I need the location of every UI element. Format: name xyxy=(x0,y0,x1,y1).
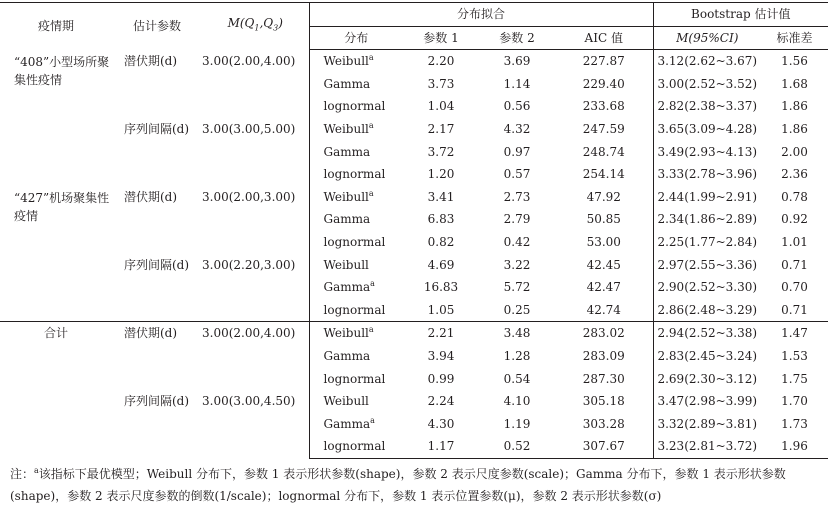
sd-value: 0.92 xyxy=(781,212,808,227)
footnote-lead: 注： xyxy=(10,467,35,481)
param-median: 3.00(2.00,4.00) xyxy=(202,53,296,68)
sd-value: 1.53 xyxy=(781,348,808,363)
table-row xyxy=(0,254,828,277)
param2-value: 3.48 xyxy=(479,322,555,345)
aic-value: 227.87 xyxy=(582,54,625,69)
dist-name: lognormal xyxy=(323,167,386,182)
param-median: 3.00(2.20,3.00) xyxy=(202,257,296,272)
group-name: “427”机场聚集性疫情 xyxy=(14,190,110,223)
dist-cell xyxy=(309,95,403,118)
mci-value: 2.83(2.45~3.24) xyxy=(653,345,761,368)
dist-cell xyxy=(309,186,403,209)
dist-name: lognormal xyxy=(323,302,386,317)
dist-cell xyxy=(309,208,403,231)
param1-value: 1.04 xyxy=(427,99,455,114)
mci-value: 3.00(2.52~3.52) xyxy=(653,73,761,96)
mci-value: 3.33(2.78~3.96) xyxy=(653,163,761,186)
mci-value: 2.86(2.48~3.29) xyxy=(653,299,761,322)
dist-cell xyxy=(309,118,403,141)
param2-value: 0.25 xyxy=(503,302,531,317)
sd-value: 0.71 xyxy=(781,302,808,317)
group-name-cell xyxy=(0,50,112,186)
mci-value: 2.97(2.55~3.36) xyxy=(653,254,761,277)
group-name-cell xyxy=(0,322,112,459)
aic-value: 247.59 xyxy=(582,121,625,136)
dist-name: Weibull xyxy=(323,257,369,272)
header-fit-group: 分布拟合 xyxy=(309,3,653,27)
dist-name: Gamma xyxy=(323,280,371,295)
param2-value: 4.32 xyxy=(503,121,531,136)
aic-value: 283.09 xyxy=(582,348,625,363)
dist-name: Gamma xyxy=(323,212,371,227)
aic-value: 233.68 xyxy=(582,99,625,114)
sd-value: 0.78 xyxy=(781,189,808,204)
sd-value: 2.36 xyxy=(781,167,808,182)
param1-value: 1.17 xyxy=(403,435,479,458)
param-name: 潜伏期(d) xyxy=(124,189,178,204)
dist-cell xyxy=(309,390,403,413)
aic-value: 42.74 xyxy=(586,302,621,317)
header-param: 估计参数 xyxy=(112,3,202,50)
param1-value: 1.05 xyxy=(427,302,455,317)
param2-value: 1.28 xyxy=(503,348,531,363)
aic-value: 307.67 xyxy=(555,435,653,458)
group-name: 合计 xyxy=(43,326,68,341)
dist-cell xyxy=(309,50,403,73)
best-model-mark: a xyxy=(368,325,374,335)
param-median: 3.00(2.00,4.00) xyxy=(202,322,309,390)
aic-value: 50.85 xyxy=(586,212,621,227)
dist-cell xyxy=(309,254,403,277)
group-name: “408”小型场所聚集性疫情 xyxy=(14,54,110,87)
param1-value: 4.30 xyxy=(427,416,455,431)
sd-value: 1.47 xyxy=(761,322,828,345)
dist-cell xyxy=(309,435,403,458)
dist-name: Weibull xyxy=(323,189,369,204)
dist-cell xyxy=(309,231,403,254)
header-param2: 参数 2 xyxy=(479,26,555,50)
mci-value: 2.34(1.86~2.89) xyxy=(653,208,761,231)
header-aic: AIC 值 xyxy=(555,26,653,50)
mci-value: 3.47(2.98~3.99) xyxy=(653,390,761,413)
aic-value: 42.45 xyxy=(586,257,621,272)
param-name: 序列间隔(d) xyxy=(124,121,190,136)
dist-name: lognormal xyxy=(323,234,386,249)
param2-value: 4.10 xyxy=(503,394,531,409)
param-name: 潜伏期(d) xyxy=(112,322,202,390)
best-model-mark: a xyxy=(368,53,374,63)
mci-value: 3.12(2.62~3.67) xyxy=(653,50,761,73)
dist-name: Gamma xyxy=(323,416,371,431)
best-model-mark: a xyxy=(368,120,374,130)
param2-value: 0.54 xyxy=(503,371,531,386)
sd-value: 1.75 xyxy=(781,371,808,386)
mci-value: 2.69(2.30~3.12) xyxy=(653,368,761,391)
dist-name: lognormal xyxy=(323,439,386,454)
dist-cell xyxy=(309,141,403,164)
dist-name: Weibull xyxy=(323,54,369,69)
param2-value: 2.73 xyxy=(503,189,531,204)
dist-cell xyxy=(309,345,403,368)
param2-value: 0.57 xyxy=(503,167,531,182)
mci-value: 3.65(3.09~4.28) xyxy=(653,118,761,141)
dist-cell xyxy=(309,368,403,391)
param1-value: 3.72 xyxy=(427,144,455,159)
sd-value: 1.96 xyxy=(761,435,828,458)
distribution-fit-table xyxy=(0,2,828,459)
dist-name: lognormal xyxy=(323,99,386,114)
header-median: $M(Q_1,Q_3)$ xyxy=(202,3,309,50)
param-median: 3.00(2.00,3.00) xyxy=(202,189,296,204)
header-dist: 分布 xyxy=(309,26,403,50)
mci-value: 3.49(2.93~4.13) xyxy=(653,141,761,164)
param1-value: 3.73 xyxy=(427,76,455,91)
param2-value: 0.42 xyxy=(503,234,531,249)
footnote-text: 该指标下最优模型；Weibull 分布下，参数 1 表示形状参数(shape)，参数 2 表示尺度参数(scale)；Gamma 分布下，参数 1 表示形状参数(shape)，参数 2 表示尺度参数的倒数(1/scale)；lognormal 分布下，参数 1 表示位置参数(μ)，参数 2 表示形状参数(σ) xyxy=(10,467,786,503)
mci-value: 2.44(1.99~2.91) xyxy=(653,186,761,209)
best-model-mark: a xyxy=(368,188,374,198)
aic-value: 303.28 xyxy=(582,416,625,431)
sd-value: 1.73 xyxy=(781,416,808,431)
dist-name: Weibull xyxy=(323,326,369,341)
param1-value: 2.24 xyxy=(427,394,455,409)
param1-value: 0.99 xyxy=(427,371,455,386)
dist-cell xyxy=(309,322,403,345)
param1-value: 2.17 xyxy=(427,121,455,136)
dist-cell xyxy=(309,73,403,96)
param1-value: 2.21 xyxy=(403,322,479,345)
aic-value: 248.74 xyxy=(582,144,625,159)
aic-value: 254.14 xyxy=(582,167,625,182)
param2-value: 3.22 xyxy=(503,257,531,272)
footnote-mark: a xyxy=(34,466,39,475)
param2-value: 3.69 xyxy=(503,54,531,69)
aic-value: 305.18 xyxy=(582,394,625,409)
param1-value: 3.94 xyxy=(427,348,455,363)
dist-name: lognormal xyxy=(323,371,386,386)
param1-value: 2.20 xyxy=(427,54,455,69)
mci-value: 2.25(1.77~2.84) xyxy=(653,231,761,254)
sd-value: 0.71 xyxy=(781,257,808,272)
param2-value: 1.19 xyxy=(503,416,531,431)
sd-value: 1.86 xyxy=(781,99,808,114)
sd-value: 1.56 xyxy=(781,54,808,69)
dist-cell xyxy=(309,163,403,186)
dist-cell xyxy=(309,299,403,322)
param2-value: 1.14 xyxy=(503,76,531,91)
param2-value: 0.56 xyxy=(503,99,531,114)
param1-value: 0.82 xyxy=(427,234,455,249)
table-row xyxy=(0,118,828,141)
param2-value: 0.97 xyxy=(503,144,531,159)
sd-value: 1.70 xyxy=(781,394,808,409)
aic-value: 42.47 xyxy=(586,280,621,295)
best-model-mark: a xyxy=(370,279,375,289)
aic-value: 283.02 xyxy=(555,322,653,345)
header-mci: M(95%CI) xyxy=(653,26,761,50)
sd-value: 0.70 xyxy=(781,280,808,295)
mci-value: 2.90(2.52~3.30) xyxy=(653,276,761,299)
dist-name: Gamma xyxy=(323,348,371,363)
dist-name: Weibull xyxy=(323,394,369,409)
mci-value: 3.23(2.81~3.72) xyxy=(653,435,761,458)
param-name: 序列间隔(d) xyxy=(124,394,190,409)
table-row xyxy=(0,50,828,73)
header-param1: 参数 1 xyxy=(403,26,479,50)
dist-cell xyxy=(309,413,403,436)
param1-value: 1.20 xyxy=(427,167,455,182)
best-model-mark: a xyxy=(370,415,375,425)
header-epidemic: 疫情期 xyxy=(0,3,112,50)
dist-name: Weibull xyxy=(323,121,369,136)
param2-value: 5.72 xyxy=(503,280,531,295)
header-bootstrap-group: Bootstrap 估计值 xyxy=(653,3,828,27)
mci-value: 3.32(2.89~3.81) xyxy=(653,413,761,436)
table-row xyxy=(0,322,828,345)
dist-name: Gamma xyxy=(323,76,371,91)
sd-value: 1.68 xyxy=(781,76,808,91)
dist-name: Gamma xyxy=(323,144,371,159)
table-row xyxy=(0,390,828,413)
param2-value: 0.52 xyxy=(479,435,555,458)
mci-value: 2.94(2.52~3.38) xyxy=(653,322,761,345)
table-footnote xyxy=(10,463,820,507)
param-median: 3.00(3.00,5.00) xyxy=(202,121,296,136)
sd-value: 1.86 xyxy=(781,121,808,136)
group-name-cell xyxy=(0,186,112,322)
sd-value: 1.01 xyxy=(781,234,808,249)
dist-cell xyxy=(309,276,403,299)
param1-value: 4.69 xyxy=(427,257,455,272)
header-sd: 标准差 xyxy=(761,26,828,50)
param2-value: 2.79 xyxy=(503,212,531,227)
param-name: 潜伏期(d) xyxy=(124,53,178,68)
aic-value: 229.40 xyxy=(582,76,625,91)
param-name: 序列间隔(d) xyxy=(124,257,190,272)
param-median: 3.00(3.00,4.50) xyxy=(202,394,296,409)
aic-value: 53.00 xyxy=(586,234,621,249)
sd-value: 2.00 xyxy=(781,144,808,159)
table-row xyxy=(0,186,828,209)
param1-value: 16.83 xyxy=(423,280,459,295)
mci-value: 2.82(2.38~3.37) xyxy=(653,95,761,118)
aic-value: 47.92 xyxy=(586,189,621,204)
table-body xyxy=(0,50,828,459)
param1-value: 6.83 xyxy=(427,212,455,227)
param1-value: 3.41 xyxy=(427,189,455,204)
aic-value: 287.30 xyxy=(582,371,625,386)
